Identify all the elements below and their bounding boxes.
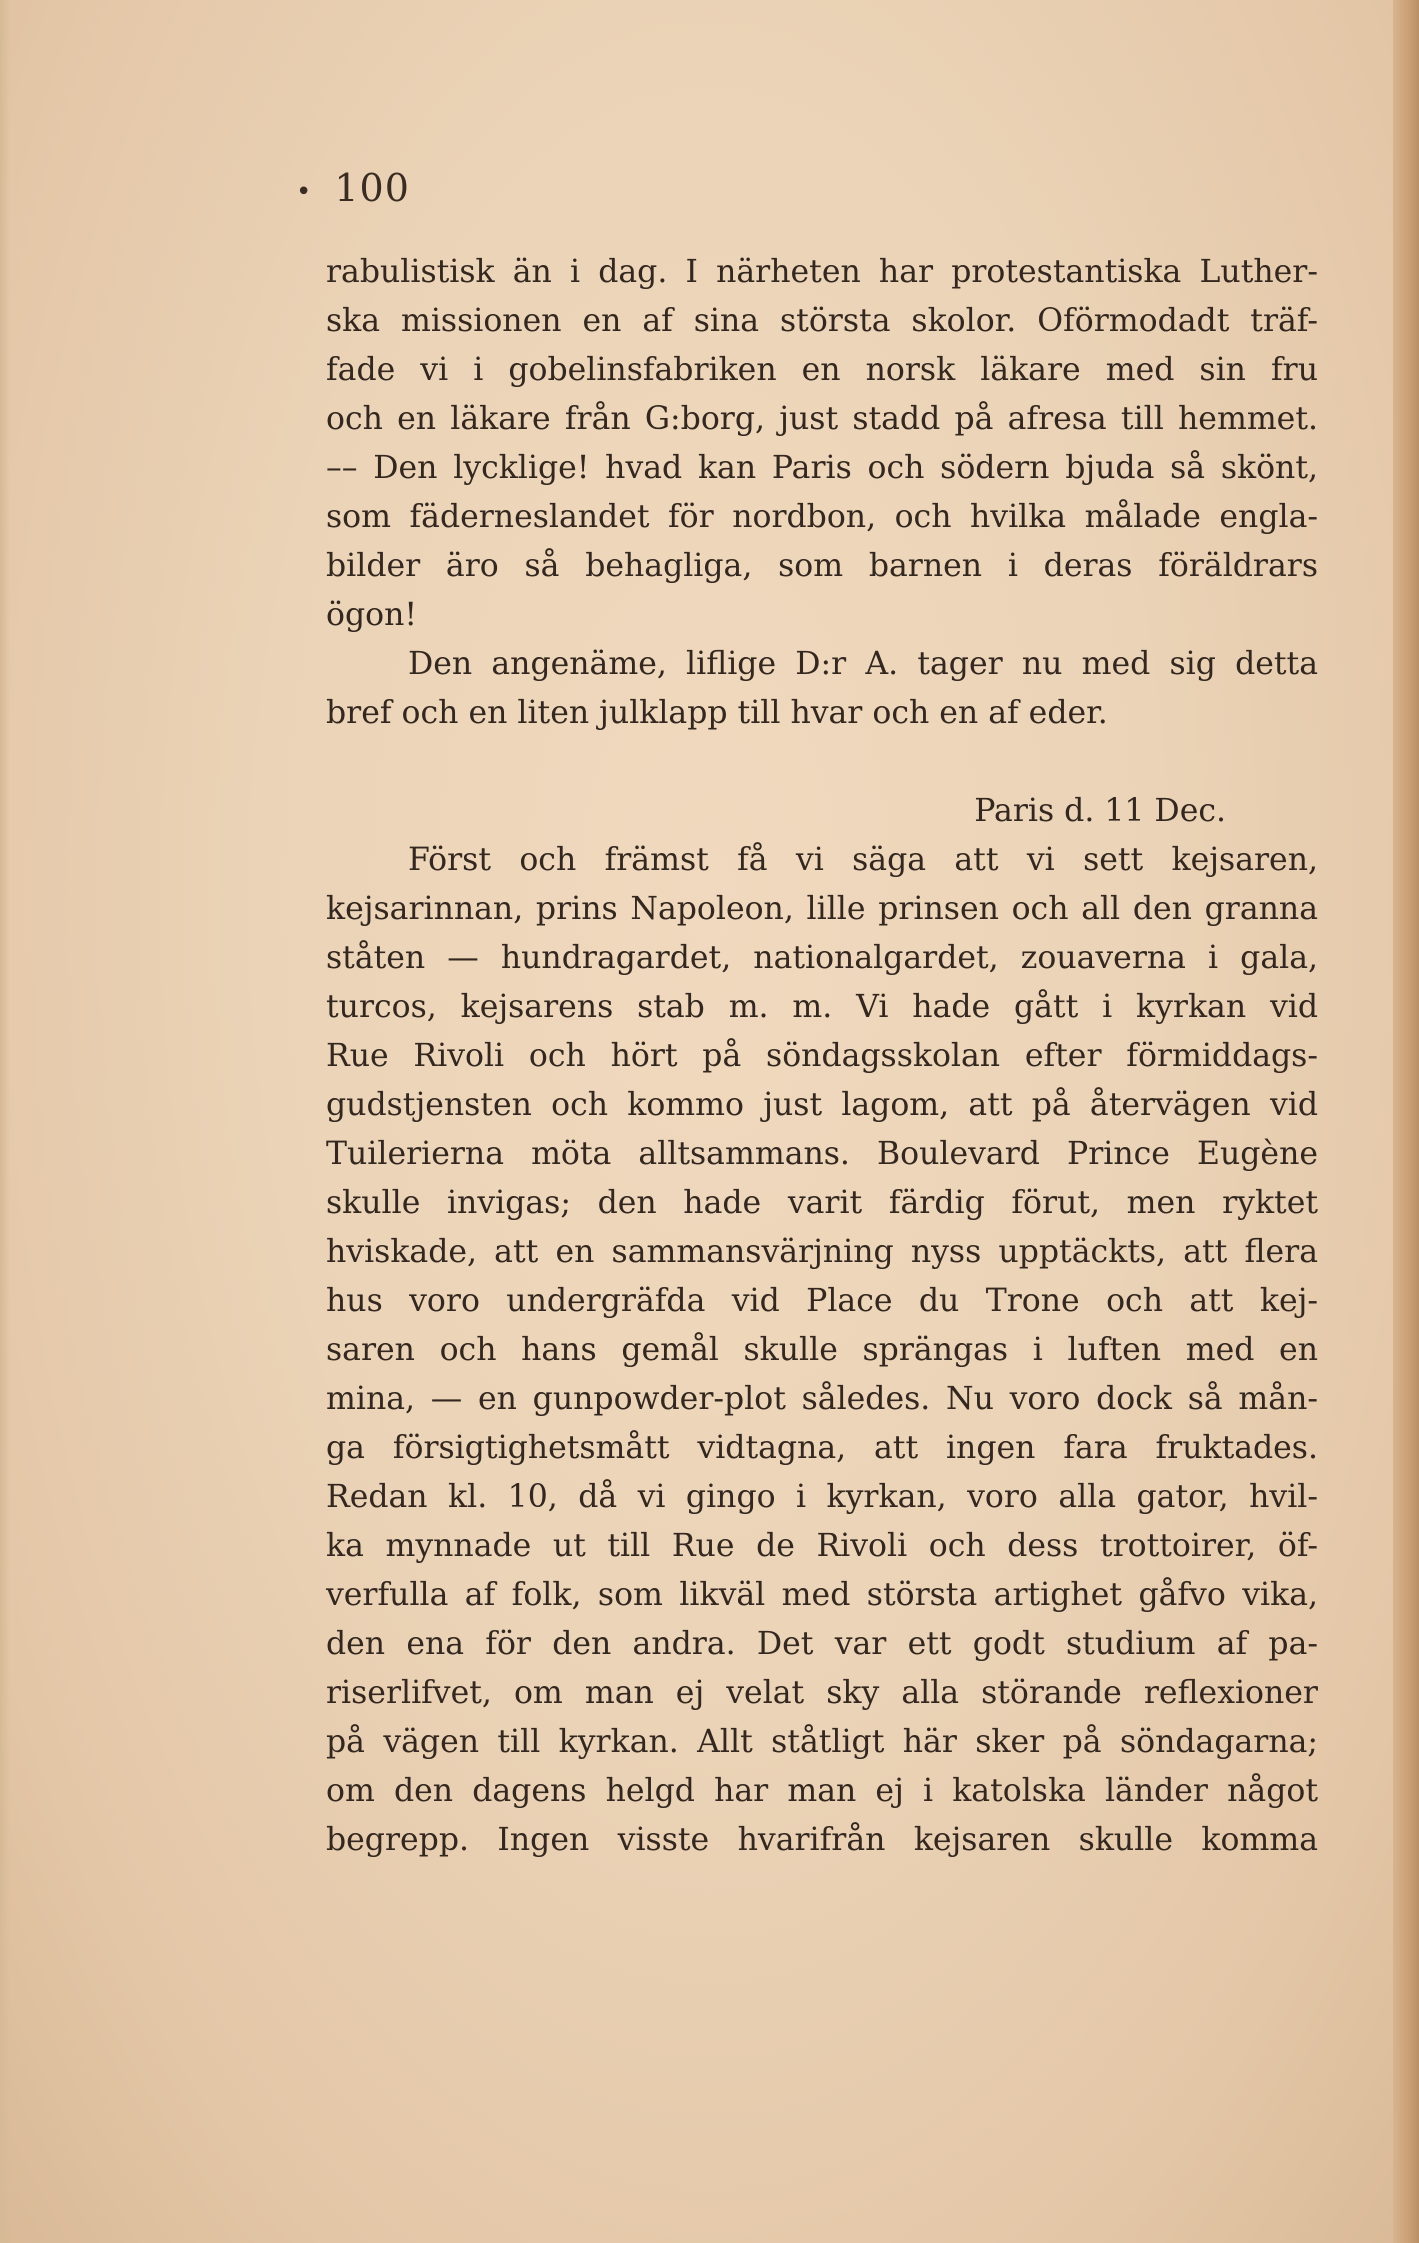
text-line: Paris d. 11 Dec. [974, 793, 1226, 829]
text-line: Redan kl. 10, då vi gingo i kyrkan, voro alla gator, hvil- [326, 1479, 1318, 1515]
page-number-value: 100 [334, 166, 410, 210]
text-line: bref och en liten julklapp till hvar och en af eder. [326, 695, 1108, 731]
text-line: hviskade, att en sammansvärjning nyss upptäckts, att flera [326, 1234, 1318, 1270]
text-line: gudstjensten och kommo just lagom, att på återvägen vid [326, 1087, 1318, 1123]
text-line: riserlifvet, om man ej velat sky alla störande reflexioner [326, 1675, 1318, 1711]
text-line: om den dagens helgd har man ej i katolska länder något [326, 1773, 1318, 1809]
text-line: ka mynnade ut till Rue de Rivoli och dess trottoirer, öf- [326, 1528, 1318, 1564]
text-line: verfulla af folk, som likväl med största artighet gåfvo vika, [326, 1577, 1318, 1613]
page-number [296, 166, 410, 210]
text-line: skulle invigas; den hade varit färdig förut, men ryktet [326, 1185, 1318, 1221]
text-line: mina, — en gunpowder-plot således. Nu voro dock så mån- [326, 1381, 1318, 1417]
text-line: Rue Rivoli och hört på söndagsskolan efter förmiddags- [326, 1038, 1318, 1074]
blank-line [326, 738, 1318, 787]
text-line: den ena för den andra. Det var ett godt studium af pa- [326, 1626, 1318, 1662]
text-line: begrepp. Ingen visste hvarifrån kejsaren skulle komma [326, 1822, 1318, 1858]
text-line: kejsarinnan, prins Napoleon, lille prinsen och all den granna [326, 891, 1318, 927]
text-line: Den angenäme, liflige D:r A. tager nu med sig detta [408, 646, 1318, 682]
text-line: på vägen till kyrkan. Allt ståtligt här sker på söndagarna; [326, 1724, 1318, 1760]
text-line: hus voro undergräfda vid Place du Trone och att kej- [326, 1283, 1318, 1319]
page-number-dot: • [296, 176, 313, 207]
text-line: och en läkare från G:borg, just stadd på afresa till hemmet. [326, 401, 1318, 437]
page-right-edge [1393, 0, 1419, 2243]
page-left-edge [0, 0, 10, 2243]
text-line: som fäderneslandet för nordbon, och hvilka målade engla- [326, 499, 1318, 535]
text-line: saren och hans gemål skulle sprängas i luften med en [326, 1332, 1318, 1368]
text-line: ögon! [326, 597, 418, 633]
text-line: ståten — hundragardet, nationalgardet, zouaverna i gala, [326, 940, 1318, 976]
text-line: Tuilerierna möta alltsammans. Boulevard Prince Eugène [326, 1136, 1318, 1172]
text-line: ga försigtighetsmått vidtagna, att ingen fara fruktades. [326, 1430, 1318, 1466]
body-text [326, 248, 1318, 1865]
text-line: –– Den lycklige! hvad kan Paris och södern bjuda så skönt, [326, 450, 1318, 486]
text-line: Först och främst få vi säga att vi sett kejsaren, [408, 842, 1318, 878]
text-line: bilder äro så behagliga, som barnen i deras föräldrars [326, 548, 1318, 584]
text-line: rabulistisk än i dag. I närheten har protestantiska Luther- [326, 254, 1318, 290]
text-line: turcos, kejsarens stab m. m. Vi hade gått i kyrkan vid [326, 989, 1318, 1025]
text-line: fade vi i gobelinsfabriken en norsk läkare med sin fru [326, 352, 1318, 388]
text-line: ska missionen en af sina största skolor. Oförmodadt träf- [326, 303, 1318, 339]
